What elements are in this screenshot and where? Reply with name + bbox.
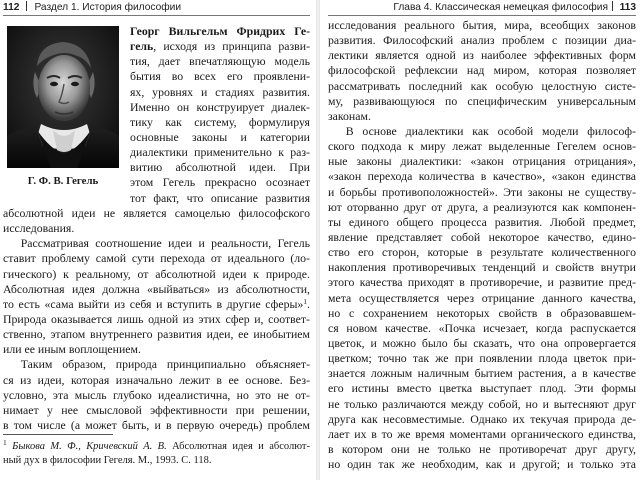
text-line <box>328 427 636 442</box>
line-text: ся из идеи, которая изначально лежит в ее основе. Без- <box>3 372 310 387</box>
text-line <box>328 200 636 215</box>
right-body-text <box>328 18 636 472</box>
left-page-number: 112 <box>3 2 20 13</box>
right-page <box>320 0 640 480</box>
text-line <box>130 39 310 54</box>
line-text: исследования. <box>3 221 75 236</box>
line-text: . <box>307 296 310 311</box>
text-line <box>328 397 636 412</box>
line-text: рассматривать последний как особую целостную систе- <box>328 78 636 93</box>
right-running-head-title: Глава 4. Классическая немецкая философия <box>393 2 608 13</box>
line-text: этого качества приходят в противоречие, и развитие пред- <box>328 275 636 290</box>
footnote-authors: Быкова М. Ф., Кричевский А. В. <box>12 441 167 452</box>
hegel-portrait-image <box>7 26 119 168</box>
right-running-head <box>328 0 636 15</box>
line-text: , исходя из принципа разви- <box>153 39 310 54</box>
line-text: Именно он конструирует диалек- <box>130 99 310 114</box>
left-page <box>0 0 316 480</box>
line-text: философской рефлексии над миром, которая позволяет <box>328 63 636 78</box>
portrait-caption: Г. Ф. В. Гегель <box>27 175 99 187</box>
text-line <box>130 175 310 190</box>
line-text: «закон перехода количества в качество», «закон единства <box>328 169 636 184</box>
line-text: ях, уровнях и стадиях развития. <box>130 84 310 99</box>
text-line <box>3 297 310 312</box>
text-line <box>328 124 636 139</box>
footnote-mark: 1 <box>3 438 7 447</box>
line-text: му, развивающуюся по специфическим универсальным <box>328 93 636 108</box>
text-line <box>3 221 310 236</box>
line-text: ственно, этапом внутреннего развития идеи, ее инобытием <box>3 327 310 342</box>
text-line <box>328 215 636 230</box>
text-line <box>130 100 310 115</box>
line-text: мета осуществляется через отрицание данного качества, <box>328 290 636 305</box>
line-text: в котором они не только не противоречат друг другу, <box>328 441 636 456</box>
text-line <box>328 109 636 124</box>
text-line <box>3 373 310 388</box>
line-text: гического) к реальному, от абсолютной идеи к природе. <box>3 266 310 281</box>
text-line <box>130 145 310 160</box>
portrait-figure <box>4 26 122 187</box>
text-line <box>3 282 310 297</box>
text-line <box>130 69 310 84</box>
bold-name-text: Георг Вильгельм Фридрих Ге- <box>130 24 310 38</box>
text-line <box>3 267 310 282</box>
text-line <box>328 260 636 275</box>
text-line <box>328 381 636 396</box>
text-line <box>328 18 636 33</box>
line-text: ные законы диалектики: «закон отрицания отрицания», <box>328 154 636 169</box>
line-text: не только различаются между собой, но и вытесняют друг <box>328 396 636 411</box>
left-running-head <box>3 0 310 15</box>
text-line <box>3 342 310 357</box>
text-line <box>328 230 636 245</box>
text-line <box>3 357 310 372</box>
text-line <box>328 442 636 457</box>
line-text: или ее иным воплощением. <box>3 342 141 357</box>
right-running-head-end <box>605 0 636 15</box>
line-text: цветок, и можно было бы сказать, что она опровергается <box>328 335 636 350</box>
text-line <box>328 94 636 109</box>
text-line <box>328 185 636 200</box>
text-line <box>130 115 310 130</box>
footnote-line: ный дух в философии Гегеля. М., 1993. С. 118. <box>3 454 212 466</box>
text-line <box>328 245 636 260</box>
running-head-separator <box>612 1 613 11</box>
line-text: Абсолютная идея должна «выйваться» из абсолютности, <box>3 281 310 296</box>
text-line <box>130 160 310 175</box>
left-running-head-title: Раздел 1. История философии <box>34 2 182 13</box>
line-text: ство его сторон, которые в результате количественного <box>328 245 636 260</box>
text-line <box>328 169 636 184</box>
line-text: то есть «сама выйти из себя и вступить в другие сферы» <box>3 296 304 311</box>
text-line <box>3 312 310 327</box>
footnote-rule <box>3 434 113 435</box>
line-text: цветком; точно так же при появлении плода цветок при- <box>328 351 636 366</box>
text-line <box>328 33 636 48</box>
text-line <box>328 412 636 427</box>
line-text: ся новом качестве. «Почка исчезает, когда распускается <box>328 320 636 335</box>
line-text: нимает у нее смысловой эффективности при решении, <box>3 402 310 417</box>
line-text: развития. Философский анализ проблем с позиции диа- <box>328 33 636 48</box>
line-text: основные законы и категории <box>130 129 310 144</box>
line-text: витию абсолютной идеи. При <box>130 160 310 175</box>
text-line <box>328 154 636 169</box>
line-text: тот факт, что описание развития <box>130 190 310 205</box>
text-line <box>328 351 636 366</box>
line-text: ского подхода к миру лежат выделенные Гегелем основ- <box>328 139 636 154</box>
text-line <box>328 275 636 290</box>
line-text: его истины вместо цветка выступает плод. Эти формы <box>328 381 636 396</box>
left-head-rule <box>3 15 310 16</box>
text-line <box>3 403 310 418</box>
line-text: ты единого общего процесса развития. Любой предмет, <box>328 214 636 229</box>
line-text: лектики является одной из наиболее эффективных форм <box>328 48 636 63</box>
line-text: знается ложным наличным бытием растения, а в качестве <box>328 366 636 381</box>
line-text: В основе диалектики как особой модели философ- <box>328 123 636 138</box>
text-line <box>328 366 636 381</box>
line-text: диалектики применительно к раз- <box>130 145 310 160</box>
line-text: ют оторванно друг от друга, а реализуются как компонен- <box>328 199 636 214</box>
text-line <box>328 291 636 306</box>
text-line <box>3 388 310 403</box>
text-line <box>328 457 636 472</box>
line-text: Рассматривая соотношение идеи и реальности, Гегель <box>3 236 310 251</box>
line-text: тику как систему, формулируя <box>130 114 310 129</box>
text-line <box>3 418 310 433</box>
footnote-reference: 1 <box>303 296 308 306</box>
text-line <box>3 327 310 342</box>
text-line <box>130 85 310 100</box>
running-head-separator <box>26 1 27 11</box>
bold-name-text: гель <box>130 39 154 54</box>
lead-paragraph <box>130 24 310 206</box>
line-text: исследования реального бытия, мира, всеобщих законов <box>328 18 636 32</box>
line-text: явление представляет собой некоторое качество, едино- <box>328 229 636 244</box>
line-text: условно, эта мысль глубоко идеалистична, но это не от- <box>3 387 310 402</box>
right-head-rule <box>328 15 636 16</box>
text-line <box>130 24 310 39</box>
line-text: но один так же необходим, как и другой; и только эта <box>328 457 636 472</box>
text-line <box>328 306 636 321</box>
text-line <box>3 236 310 251</box>
text-line <box>328 321 636 336</box>
footnote-title-part: Абсолютная идея и абсолют- <box>166 441 311 452</box>
footnote-line <box>3 440 310 454</box>
right-page-number: 113 <box>619 2 636 13</box>
line-text: тия, дает впечатляющую модель <box>130 54 310 69</box>
text-line <box>328 336 636 351</box>
text-line <box>3 206 310 221</box>
text-line <box>130 130 310 145</box>
text-line <box>130 54 310 69</box>
line-text: Таким образом, природа принципиально объясняет- <box>3 357 310 372</box>
line-text: Природа оказывается лишь одной из этих сфер и, соответ- <box>3 311 310 326</box>
text-line <box>130 191 310 206</box>
line-text: законам. <box>328 108 371 123</box>
text-line <box>328 139 636 154</box>
footnote <box>3 440 310 467</box>
text-line <box>328 63 636 78</box>
text-line <box>328 48 636 63</box>
line-text: абсолютной идеи не является самоцелью философского <box>3 206 310 220</box>
line-text: в том числе (а может быть, и в первую очередь) проблем <box>3 417 310 432</box>
line-text: лает их в то же время моментами органического единства, <box>328 426 636 441</box>
line-text: друга как несовместимые. Однако их текучая природа де- <box>328 411 636 426</box>
line-text: бытия во всех его проявлени- <box>130 69 310 84</box>
line-text: и борьбы противоположностей». Эти законы не существу- <box>328 184 636 199</box>
text-line <box>328 79 636 94</box>
line-text: этом Гегель прекрасно осознает <box>130 175 310 190</box>
text-line <box>3 251 310 266</box>
line-text: ставит проблему самой сути перехода от идеального (ло- <box>3 251 310 266</box>
left-body-text <box>3 206 310 433</box>
line-text: накопления противоречивых тенденций и свойств внутри <box>328 260 636 275</box>
line-text: но с сохранением некоторых свойств в образовавшем- <box>328 305 636 320</box>
